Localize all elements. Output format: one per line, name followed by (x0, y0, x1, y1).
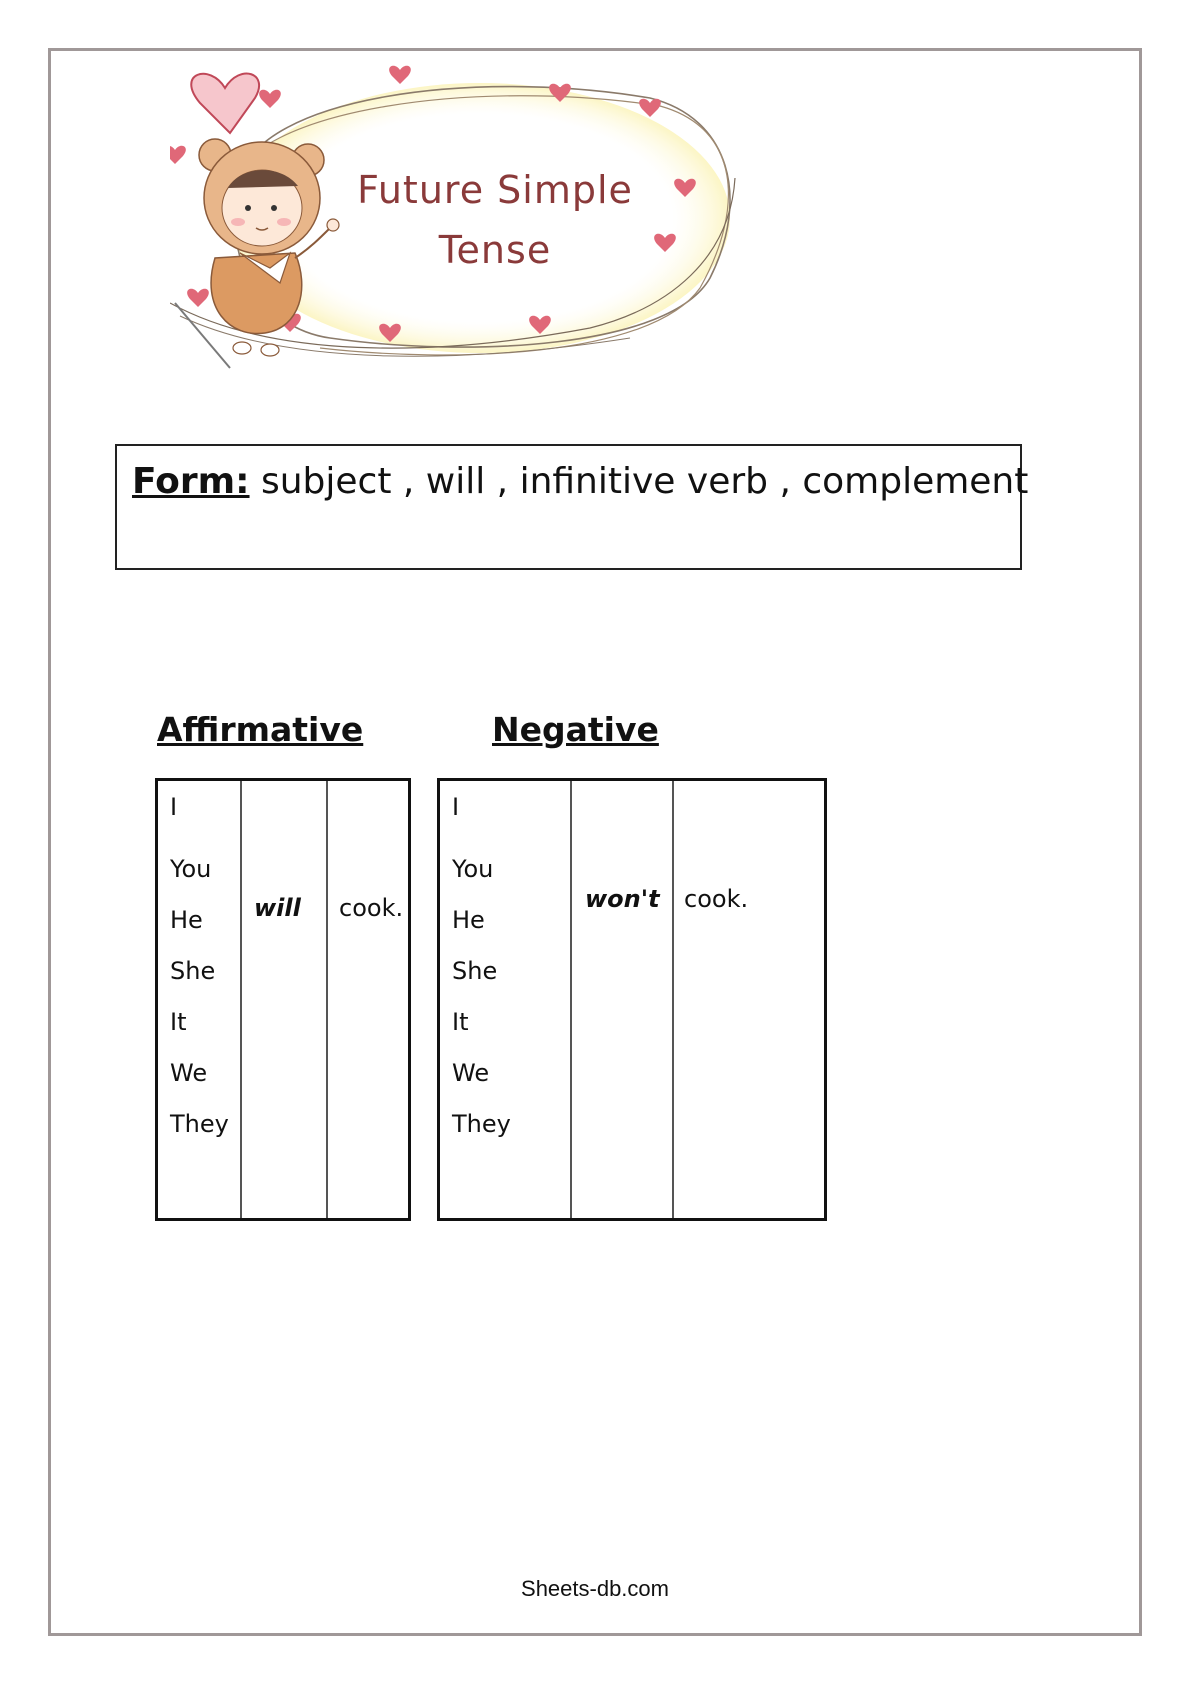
negative-subject: I (452, 793, 460, 821)
affirmative-subject: They (170, 1110, 229, 1138)
negative-subject: We (452, 1059, 490, 1087)
banner-title-line2: Tense (438, 228, 552, 272)
affirmative-verb-column (328, 781, 408, 1218)
negative-auxiliary: won't (585, 885, 660, 913)
form-box (115, 444, 1029, 570)
affirmative-auxiliary: will (254, 894, 301, 922)
negative-verb: cook. (684, 885, 749, 913)
affirmative-subject: You (170, 855, 212, 883)
form-line (132, 458, 1028, 506)
banner-title (345, 160, 645, 280)
negative-subject: It (452, 1008, 469, 1036)
form-label: Form: (132, 461, 250, 502)
banner-title-line1: Future Simple (357, 168, 633, 212)
affirmative-subject: It (170, 1008, 187, 1036)
negative-subject: They (452, 1110, 511, 1138)
affirmative-subject-column (158, 781, 242, 1218)
affirmative-subject: She (170, 957, 216, 985)
footer-watermark: Sheets-db.com (521, 1576, 669, 1601)
negative-subject-column (440, 781, 572, 1218)
affirmative-subject: I (170, 793, 178, 821)
negative-subject: You (452, 855, 494, 883)
affirmative-table (155, 778, 411, 1221)
affirmative-heading: Affirmative (157, 710, 364, 749)
affirmative-auxiliary-column (242, 781, 328, 1218)
affirmative-subject: He (170, 906, 203, 934)
negative-subject: He (452, 906, 485, 934)
affirmative-verb: cook. (339, 894, 404, 922)
form-text: subject , will , infinitive verb , complement (249, 461, 1029, 502)
negative-heading: Negative (492, 710, 659, 749)
negative-auxiliary-column (572, 781, 674, 1218)
negative-verb-column (674, 781, 824, 1218)
negative-subject: She (452, 957, 498, 985)
affirmative-subject: We (170, 1059, 208, 1087)
negative-table (437, 778, 827, 1221)
